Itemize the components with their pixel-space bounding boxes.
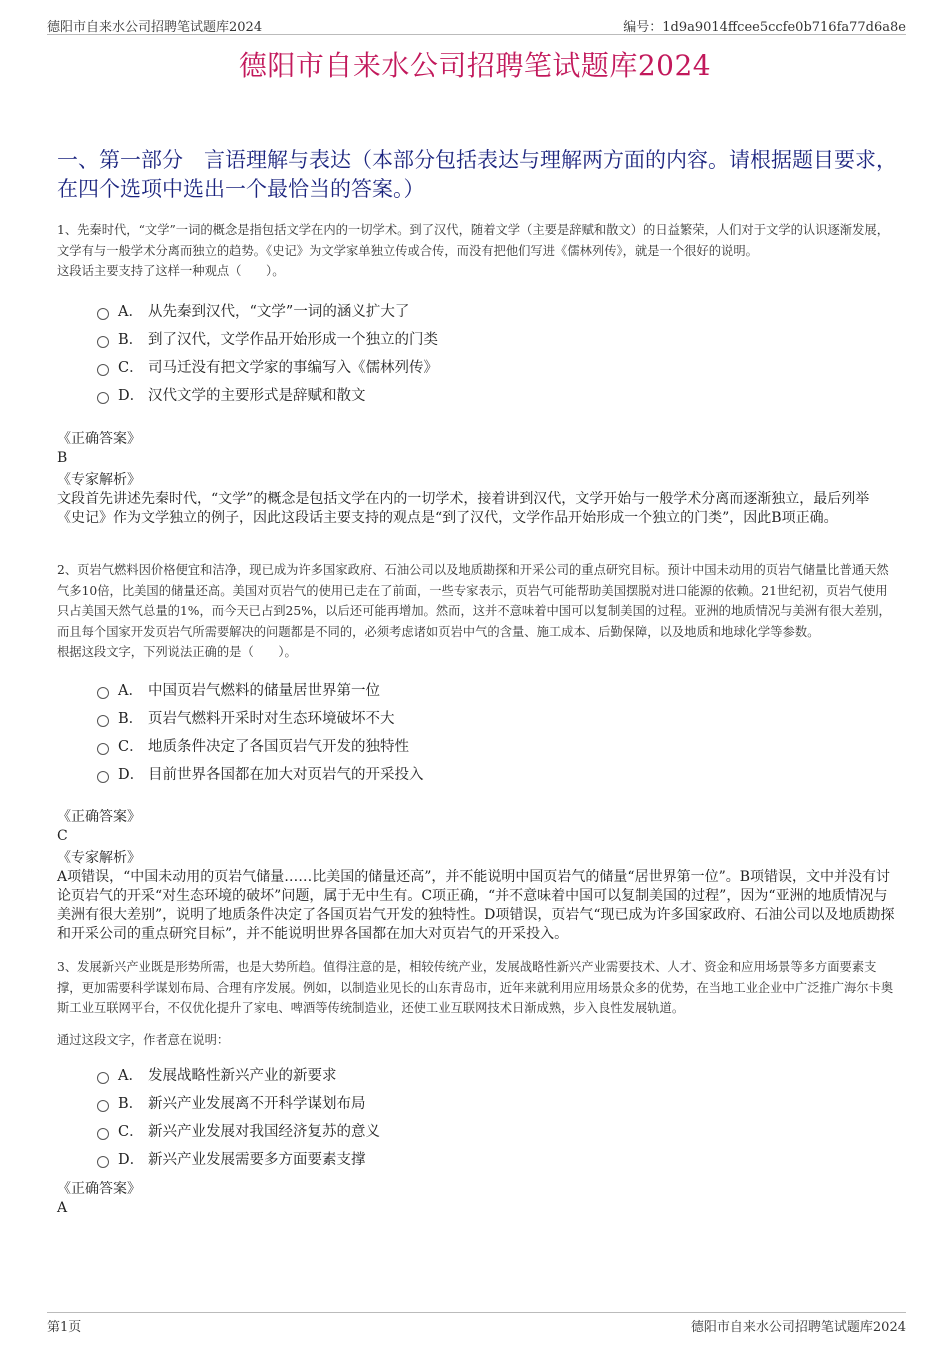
option-letter: A． [118,304,143,320]
radio-icon[interactable] [97,1072,109,1084]
radio-icon[interactable] [97,715,109,727]
option-letter: B． [118,1096,144,1112]
option-letter: D． [118,1152,145,1168]
question-1-options [97,298,797,410]
question-stem: 2、页岩气燃料因价格便宜和洁净，现已成为许多国家政府、石油公司以及地质勘探和开采公司的重点研究目标。预计中国未动用的页岩气储量比普通天然气多10倍，比美国的储量还高。美国对页岩气的使用已走在了前面，一些专家表示，页岩气可能帮助美国摆脱对进口能源的依赖。21世纪初，页岩气使用只占美国天然气总量的1%，而今天已占到25%，以后还可能再增加。然而，这并不意味着中国可以复制美国的过程。亚洲的地质情况与美洲有很大差别，而且每个国家开发页岩气所需要解决的问题都是不同的，必须考虑诸如页岩中气的含量、施工成本、后勤保障，以及地质和地球化学等参数。 [57,563,891,639]
option-text: 新兴产业发展离不开科学谋划布局 [148,1096,366,1112]
option-text: 目前世界各国都在加大对页岩气的开采投入 [148,767,424,783]
page-title: 德阳市自来水公司招聘笔试题库2024 [238,49,712,82]
radio-icon[interactable] [97,1128,109,1140]
question-2-options [97,677,797,789]
answer-label: 《正确答案》 [57,1181,141,1197]
footer-page-number: 第1页 [47,1320,82,1335]
analysis-label: 《专家解析》 [57,850,141,866]
option-b[interactable] [97,326,797,354]
option-letter: B． [118,332,144,348]
question-1-stem [57,220,897,282]
option-d[interactable] [97,1146,797,1174]
question-2-answer-block [57,808,897,944]
radio-icon[interactable] [97,771,109,783]
answer-value: C [57,828,68,844]
option-letter: D． [118,767,145,783]
option-c[interactable] [97,733,797,761]
option-letter: C． [118,1124,144,1140]
option-text: 中国页岩气燃料的储量居世界第一位 [148,683,380,699]
option-d[interactable] [97,761,797,789]
question-1-answer-block [57,430,897,528]
option-a[interactable] [97,1062,797,1090]
option-letter: C． [118,739,144,755]
question-3-options [97,1062,797,1174]
option-letter: B． [118,711,144,727]
answer-value: A [57,1200,68,1216]
option-letter: A． [118,1068,143,1084]
option-text: 从先秦到汉代，“文学”一词的涵义扩大了 [148,304,410,320]
answer-label: 《正确答案》 [57,431,141,447]
radio-icon[interactable] [97,336,109,348]
option-b[interactable] [97,705,797,733]
answer-value: B [57,450,68,466]
radio-icon[interactable] [97,364,109,376]
option-b[interactable] [97,1090,797,1118]
option-text: 司马迁没有把文学家的事编写入《儒林列传》 [148,360,438,376]
question-prompt: 通过这段文字，作者意在说明： [57,1032,230,1047]
header-doc-title: 德阳市自来水公司招聘笔试题库2024 [47,20,263,35]
page-header [47,14,906,35]
page-footer [47,1312,906,1335]
analysis-text: A项错误，“中国未动用的页岩气储量……比美国的储量还高”，并不能说明中国页岩气的储量“居世界第一位”。B项错误，文中并没有讨论页岩气的开采“对生态环境的破坏”问题，属于无中生有。C项正确，“并不意味着中国可以复制美国的过程”，因为“亚洲的地质情况与美洲有很大差别”，说明了地质条件决定了各国页岩气开发的独特性。D项错误，页岩气“现已成为许多国家政府、石油公司以及地质勘探和开采公司的重点研究目标”，并不能说明世界各国都在加大对页岩气的开采投入。 [57,869,895,942]
option-text: 新兴产业发展需要多方面要素支撑 [148,1152,366,1168]
answer-label: 《正确答案》 [57,809,141,825]
option-c[interactable] [97,1118,797,1146]
option-letter: D． [118,388,145,404]
radio-icon[interactable] [97,392,109,404]
footer-doc-title: 德阳市自来水公司招聘笔试题库2024 [690,1320,906,1335]
option-a[interactable] [97,677,797,705]
option-d[interactable] [97,382,797,410]
question-stem: 3、发展新兴产业既是形势所需，也是大势所趋。值得注意的是，相较传统产业，发展战略性新兴产业需要技术、人才、资金和应用场景等多方面要素支撑，更加需要科学谋划布局、合理有序发展。例如，以制造业见长的山东青岛市，近年来就利用应用场景众多的优势，在当地工业企业中广泛推广海尔卡奥斯工业互联网平台，不仅优化提升了家电、啤酒等传统制造业，还使工业互联网技术日渐成熟，步入良性发展轨道。 [57,960,894,1015]
option-text: 地质条件决定了各国页岩气开发的独特性 [148,739,409,755]
radio-icon[interactable] [97,687,109,699]
question-3-stem [57,957,897,1050]
option-text: 到了汉代，文学作品开始形成一个独立的门类 [148,332,438,348]
header-doc-id: 编号：1d9a9014ffcee5ccfe0b716fa77d6a8e [623,20,906,35]
question-prompt: 这段话主要支持了这样一种观点（ ）。 [57,264,285,278]
question-prompt: 根据这段文字，下列说法正确的是（ ）。 [57,645,297,659]
option-text: 页岩气燃料开采时对生态环境破坏不大 [148,711,395,727]
radio-icon[interactable] [97,308,109,320]
question-2-stem [57,560,897,663]
question-3-answer-block [57,1180,897,1221]
option-a[interactable] [97,298,797,326]
question-stem: 1、先秦时代，“文学”一词的概念是指包括文学在内的一切学术。到了汉代，随着文学（主要是辞赋和散文）的日益繁荣，人们对于文学的认识逐渐发展，文学有与一般学术分离而独立的趋势。《史记》为文学家单独立传或合传，而没有把他们写进《儒林列传》，就是一个很好的说明。 [57,223,889,258]
option-text: 新兴产业发展对我国经济复苏的意义 [148,1124,380,1140]
option-c[interactable] [97,354,797,382]
radio-icon[interactable] [97,1100,109,1112]
analysis-label: 《专家解析》 [57,472,141,488]
option-letter: C． [118,360,144,376]
analysis-text: 文段首先讲述先秦时代，“文学”的概念是包括文学在内的一切学术，接着讲到汉代，文学开始与一般学术分离而逐渐独立，最后列举《史记》作为文学独立的例子，因此这段话主要支持的观点是“到了汉代，文学作品开始形成一个独立的门类”，因此B项正确。 [57,491,870,526]
option-letter: A． [118,683,143,699]
option-text: 发展战略性新兴产业的新要求 [148,1068,337,1084]
radio-icon[interactable] [97,1156,109,1168]
section-heading: 一、第一部分 言语理解与表达（本部分包括表达与理解两方面的内容。请根据题目要求，在四个选项中选出一个最恰当的答案。） [57,148,897,201]
option-text: 汉代文学的主要形式是辞赋和散文 [148,388,366,404]
radio-icon[interactable] [97,743,109,755]
